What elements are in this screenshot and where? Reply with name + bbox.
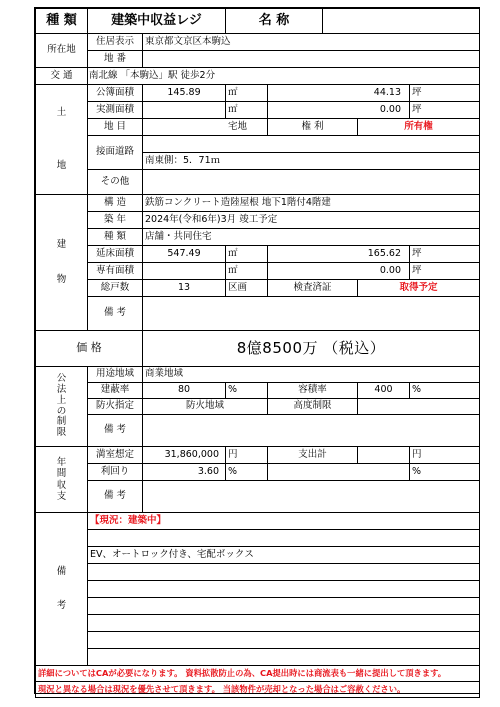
land-label bbox=[36, 85, 88, 195]
income-label bbox=[36, 447, 88, 513]
land-label-top: 土 bbox=[56, 107, 67, 119]
regulation-zoning-row bbox=[36, 367, 480, 383]
regulation-remarks-row bbox=[36, 415, 480, 447]
lot-value bbox=[143, 51, 480, 68]
sqm-unit: ㎡ bbox=[226, 85, 268, 102]
type-label: 種 類 bbox=[36, 9, 88, 34]
road-label: 接面道路 bbox=[88, 136, 143, 170]
notes-label bbox=[36, 513, 88, 666]
address-value: 東京都文京区本駒込 bbox=[143, 34, 480, 51]
percent-unit: % bbox=[226, 464, 268, 481]
lot-label: 地 番 bbox=[88, 51, 143, 68]
regulation-char: 法 bbox=[56, 383, 67, 395]
notes-status-row bbox=[36, 513, 480, 530]
footer-line2: 現況と異なる場合は現況を優先させて頂きます。 当該物件が売却となった場合はご容赦ください。 bbox=[36, 682, 480, 698]
far-label: 容積率 bbox=[268, 383, 358, 399]
building-kind-row bbox=[36, 229, 480, 246]
fire-label: 防火指定 bbox=[88, 399, 143, 415]
floor-area-label: 延床面積 bbox=[88, 246, 143, 263]
land-survey-row bbox=[36, 102, 480, 119]
regulation-char: 制 bbox=[56, 416, 67, 428]
zoning-label: 用途地域 bbox=[88, 367, 143, 383]
fire-value: 防火地域 bbox=[143, 399, 268, 415]
coverage-label: 建蔽率 bbox=[88, 383, 143, 399]
regulation-char: 上 bbox=[56, 394, 67, 406]
coverage-value: 80 bbox=[143, 383, 226, 399]
location-address-row bbox=[36, 34, 480, 51]
building-structure-row bbox=[36, 195, 480, 212]
income-char: 年 bbox=[56, 456, 67, 468]
percent-unit: % bbox=[410, 383, 480, 399]
other-value bbox=[143, 170, 480, 195]
building-units-row bbox=[36, 280, 480, 297]
floor-area-sqm: 547.49 bbox=[143, 246, 226, 263]
building-private-area-row bbox=[36, 263, 480, 280]
other-label: その他 bbox=[88, 170, 143, 195]
income-char: 収 bbox=[56, 479, 67, 491]
tsubo-unit: 坪 bbox=[410, 263, 480, 280]
income-char: 間 bbox=[56, 468, 67, 480]
land-category-row bbox=[36, 119, 480, 136]
transport-value: 南北線 「本駒込」駅 徒歩2分 bbox=[88, 68, 480, 85]
building-label bbox=[36, 195, 88, 331]
building-remarks-row bbox=[36, 297, 480, 331]
floor-area-tsubo: 165.62 bbox=[268, 246, 410, 263]
location-label: 所在地 bbox=[36, 34, 88, 68]
zoning-value: 商業地域 bbox=[143, 367, 480, 383]
units-value: 13 bbox=[143, 280, 226, 297]
income-remarks-label: 備 考 bbox=[88, 481, 143, 513]
notes-label-bottom: 考 bbox=[56, 600, 67, 611]
inspection-label: 検査済証 bbox=[268, 280, 358, 297]
transport-row bbox=[36, 68, 480, 85]
price-row bbox=[36, 331, 480, 367]
survey-area-sqm bbox=[143, 102, 226, 119]
land-other-row bbox=[36, 170, 480, 195]
building-remarks-value bbox=[143, 297, 480, 331]
full-occupancy-label: 満室想定 bbox=[88, 447, 143, 464]
rights-value: 所有権 bbox=[358, 119, 480, 136]
height-value bbox=[358, 399, 480, 415]
land-road-row-a bbox=[36, 136, 480, 153]
tsubo-unit: 坪 bbox=[410, 102, 480, 119]
private-area-label: 専有面積 bbox=[88, 263, 143, 280]
registry-area-sqm: 145.89 bbox=[143, 85, 226, 102]
notes-status: 【現況：建築中】 bbox=[88, 513, 480, 530]
yen-unit: 円 bbox=[226, 447, 268, 464]
structure-value: 鉄筋コンクリート造陸屋根 地下1階付4階建 bbox=[143, 195, 480, 212]
expense-value bbox=[358, 447, 410, 464]
land-registry-row bbox=[36, 85, 480, 102]
regulation-coverage-row bbox=[36, 383, 480, 399]
address-label: 住居表示 bbox=[88, 34, 143, 51]
tsubo-unit: 坪 bbox=[410, 85, 480, 102]
registry-area-label: 公簿面積 bbox=[88, 85, 143, 102]
tsubo-unit: 坪 bbox=[410, 246, 480, 263]
category-label: 地 目 bbox=[88, 119, 143, 136]
far-value: 400 bbox=[358, 383, 410, 399]
building-label-bottom: 物 bbox=[56, 273, 67, 285]
yen-unit: 円 bbox=[410, 447, 480, 464]
kind-label: 種 類 bbox=[88, 229, 143, 246]
regulation-char: 公 bbox=[56, 372, 67, 384]
kind-value: 店舗・共同住宅 bbox=[143, 229, 480, 246]
notes-features-row bbox=[36, 547, 480, 564]
type-value: 建築中収益レジ bbox=[88, 9, 226, 34]
land-label-bottom: 地 bbox=[56, 159, 67, 171]
survey-area-label: 実測面積 bbox=[88, 102, 143, 119]
regulation-char: の bbox=[56, 405, 67, 417]
header-row bbox=[36, 9, 480, 34]
income-remarks-row bbox=[36, 481, 480, 513]
private-area-sqm bbox=[143, 263, 226, 280]
building-floor-area-row bbox=[36, 246, 480, 263]
survey-area-tsubo: 0.00 bbox=[268, 102, 410, 119]
income-yield-row bbox=[36, 464, 480, 481]
full-occupancy-value: 31,860,000 bbox=[143, 447, 226, 464]
percent-unit: % bbox=[410, 464, 480, 481]
notes-label-top: 備 bbox=[56, 565, 67, 577]
building-label-top: 建 bbox=[56, 239, 67, 251]
yield-value: 3.60 bbox=[143, 464, 226, 481]
units-label: 総戸数 bbox=[88, 280, 143, 297]
regulation-label bbox=[36, 367, 88, 447]
built-label: 築 年 bbox=[88, 212, 143, 229]
location-lot-row bbox=[36, 51, 480, 68]
private-area-tsubo: 0.00 bbox=[268, 263, 410, 280]
sqm-unit: ㎡ bbox=[226, 102, 268, 119]
sqm-unit: ㎡ bbox=[226, 263, 268, 280]
regulation-fire-row bbox=[36, 399, 480, 415]
notes-features: EV、オートロック付き、宅配ボックス bbox=[88, 547, 480, 564]
inspection-value: 取得予定 bbox=[358, 280, 480, 297]
property-table bbox=[35, 8, 480, 698]
regulation-remarks-label: 備 考 bbox=[88, 415, 143, 447]
footer-line2-row bbox=[36, 682, 480, 698]
percent-unit: % bbox=[226, 383, 268, 399]
sqm-unit: ㎡ bbox=[226, 246, 268, 263]
footer-line1-row bbox=[36, 666, 480, 682]
property-sheet bbox=[34, 7, 480, 694]
built-value: 2024年(令和6年)3月 竣工予定 bbox=[143, 212, 480, 229]
income-full-occupancy-row bbox=[36, 447, 480, 464]
category-value: 宅地 bbox=[143, 119, 268, 136]
yield-label: 利回り bbox=[88, 464, 143, 481]
footer-line1: 詳細についてはCAが必要になります。 資料拡散防止の為、CA提出時には商流表も一緒に提出して頂きます。 bbox=[36, 666, 480, 682]
height-label: 高度制限 bbox=[268, 399, 358, 415]
price-label: 価 格 bbox=[36, 331, 143, 367]
income-char: 支 bbox=[56, 490, 67, 502]
building-built-row bbox=[36, 212, 480, 229]
building-remarks-label: 備 考 bbox=[88, 297, 143, 331]
price-value: 8億8500万 （税込） bbox=[143, 331, 480, 367]
structure-label: 構 造 bbox=[88, 195, 143, 212]
registry-area-tsubo: 44.13 bbox=[268, 85, 410, 102]
transport-label: 交 通 bbox=[36, 68, 88, 85]
section-label: 区画 bbox=[226, 280, 268, 297]
rights-label: 権 利 bbox=[268, 119, 358, 136]
name-value bbox=[323, 9, 480, 34]
road-value: 南東側：5．71ｍ bbox=[143, 153, 480, 170]
expense-label: 支出計 bbox=[268, 447, 358, 464]
name-label: 名 称 bbox=[226, 9, 323, 34]
regulation-char: 限 bbox=[56, 427, 67, 439]
